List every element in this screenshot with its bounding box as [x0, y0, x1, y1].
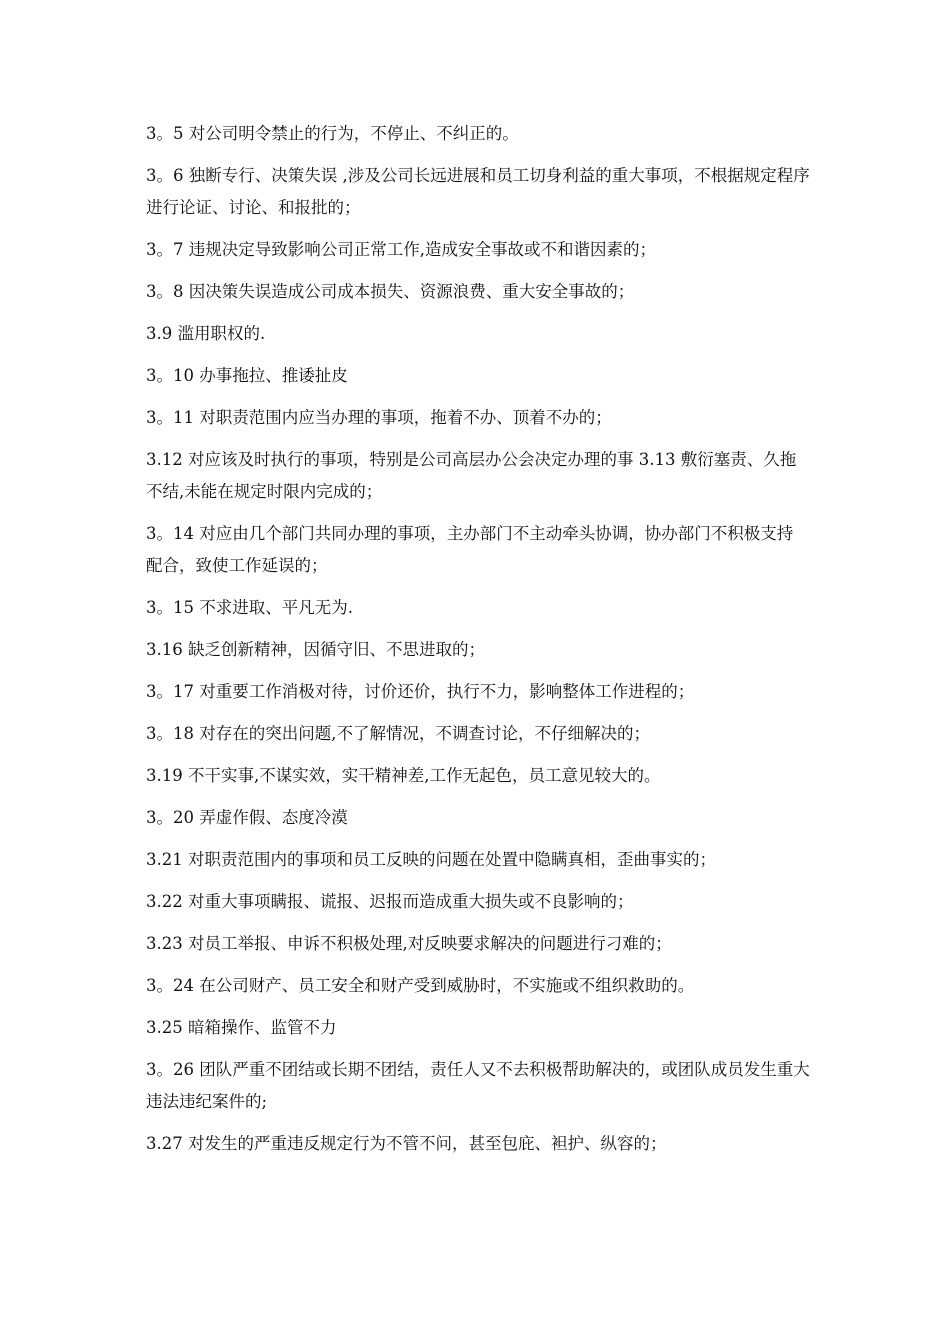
paragraph-3-27: 3.27 对发生的严重违反规定行为不管不问，甚至包庇、袒护、纵容的；: [146, 1134, 667, 1153]
paragraph-3-9: 3.9 滥用职权的.: [146, 324, 266, 343]
paragraph-3-26: 3。26 团队严重不团结或长期不团结，责任人又不去积极帮助解决的，或团队成员发生重大违法违纪案件的;: [146, 1060, 810, 1111]
paragraph-3-6: 3。6 独断专行、决策失误 ,涉及公司长远进展和员工切身利益的重大事项，不根据规定程序进行论证、讨论、和报批的；: [146, 166, 810, 217]
paragraph-3-5: 3。5 对公司明令禁止的行为，不停止、不纠正的。: [146, 124, 519, 143]
paragraph-3-22: 3.22 对重大事项瞒报、谎报、迟报而造成重大损失或不良影响的；: [146, 892, 634, 911]
paragraph-3-10: 3。10 办事拖拉、推诿扯皮: [146, 366, 348, 385]
paragraph-3-12: 3.12 对应该及时执行的事项，特别是公司高层办公会决定办理的事 3.13 敷衍塞责、久拖不结,未能在规定时限内完成的；: [146, 450, 797, 501]
document-body: [146, 118, 810, 1170]
paragraph-3-18: 3。18 对存在的突出问题,不了解情况，不调查讨论，不仔细解决的；: [146, 724, 650, 743]
paragraph-3-25: 3.25 暗箱操作、监管不力: [146, 1018, 337, 1037]
paragraph-3-17: 3。17 对重要工作消极对待，讨价还价，执行不力，影响整体工作进程的；: [146, 682, 695, 701]
paragraph-3-20: 3。20 弄虚作假、态度冷漠: [146, 808, 348, 827]
paragraph-3-21: 3.21 对职责范围内的事项和员工反映的问题在处置中隐瞒真相，歪曲事实的；: [146, 850, 716, 869]
paragraph-3-23: 3.23 对员工举报、申诉不积极处理,对反映要求解决的问题进行刁难的；: [146, 934, 672, 953]
paragraph-3-7: 3。7 违规决定导致影响公司正常工作,造成安全事故或不和谐因素的；: [146, 240, 656, 259]
paragraph-3-14: 3。14 对应由几个部门共同办理的事项，主办部门不主动牵头协调，协办部门不积极支持 配合，致使工作延误的；: [146, 524, 804, 575]
paragraph-3-16: 3.16 缺乏创新精神，因循守旧、不思进取的；: [146, 640, 485, 659]
paragraph-3-24: 3。24 在公司财产、员工安全和财产受到威胁时，不实施或不组织救助的。: [146, 976, 695, 995]
paragraph-3-19: 3.19 不干实事,不谋实效，实干精神差,工作无起色，员工意见较大的。: [146, 766, 661, 785]
paragraph-3-8: 3。8 因决策失误造成公司成本损失、资源浪费、重大安全事故的；: [146, 282, 635, 301]
paragraph-3-11: 3。11 对职责范围内应当办理的事项，拖着不办、顶着不办的；: [146, 408, 612, 427]
paragraph-3-15: 3。15 不求进取、平凡无为.: [146, 598, 353, 617]
